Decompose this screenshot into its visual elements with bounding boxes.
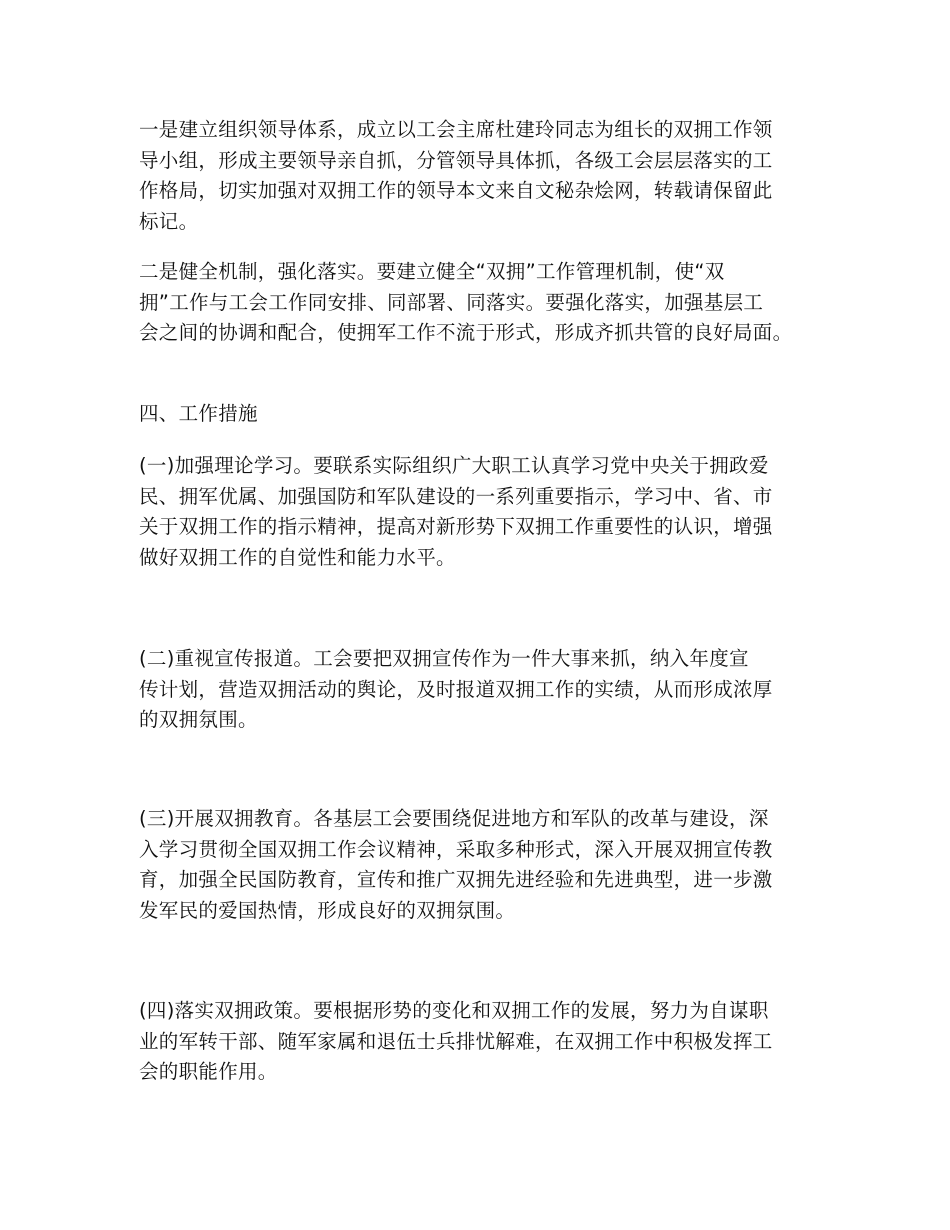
text-line: (二)重视宣传报道。工会要把双拥宣传作为一件大事来抓，纳入年度宣 [139, 647, 749, 670]
paragraph-policy [139, 996, 839, 1088]
text-line: 拥”工作与工会工作同安排、同部署、同落实。要强化落实，加强基层工 [139, 290, 764, 314]
text-line: 二是健全机制，强化落实。要建立健全“双拥”工作管理机制，使“双 [139, 260, 725, 283]
text-line: (一)加强理论学习。要联系实际组织广大职工认真学习党中央关于拥政爱 [139, 454, 769, 477]
text-line: 关于双拥工作的指示精神，提高对新形势下双拥工作重要性的认识，增强 [139, 515, 773, 538]
text-line: 入学习贯彻全国双拥工作会议精神，采取多种形式，深入开展双拥宣传教 [139, 837, 773, 861]
paragraph-publicity [139, 644, 839, 736]
text-line: 会之间的协调和配合，使拥军工作不流于形式，形成齐抓共管的良好局面。 [139, 321, 793, 344]
text-line: 业的军转干部、随军家属和退伍士兵排忧解难，在双拥工作中积极发挥工 [139, 1029, 773, 1053]
paragraph-organization-system [139, 115, 839, 237]
text-line: 民、拥军优属、加强国防和军队建设的一系列重要指示，学习中、省、市 [139, 484, 773, 508]
text-line: 做好双拥工作的自觉性和能力水平。 [139, 545, 456, 569]
text-line: 一是建立组织领导体系，成立以工会主席杜建玲同志为组长的双拥工作领 [139, 118, 773, 141]
section-heading-work-measures [139, 399, 839, 430]
text-line: (三)开展双拥教育。各基层工会要围绕促进地方和军队的改革与建设，深 [139, 807, 769, 830]
heading-text: 四、工作措施 [139, 402, 258, 425]
text-line: 标记。 [139, 209, 199, 233]
text-line: 导小组，形成主要领导亲自抓，分管领导具体抓，各级工会层层落实的工 [139, 148, 773, 172]
paragraph-mechanism [139, 257, 839, 349]
text-line: 的双拥氛围。 [139, 708, 258, 731]
text-line: 作格局，切实加强对双拥工作的领导本文来自文秘杂烩网，转载请保留此 [139, 179, 773, 202]
text-line: 育，加强全民国防教育，宣传和推广双拥先进经验和先进典型，进一步激 [139, 868, 773, 891]
paragraph-theory-study [139, 451, 839, 573]
text-line: 发军民的爱国热情，形成良好的双拥氛围。 [139, 898, 516, 922]
text-line: (四)落实双拥政策。要根据形势的变化和双拥工作的发展，努力为自谋职 [139, 999, 769, 1022]
text-line: 会的职能作用。 [139, 1060, 278, 1083]
text-line: 传计划，营造双拥活动的舆论，及时报道双拥工作的实绩，从而形成浓厚 [139, 677, 773, 701]
paragraph-education [139, 804, 839, 926]
